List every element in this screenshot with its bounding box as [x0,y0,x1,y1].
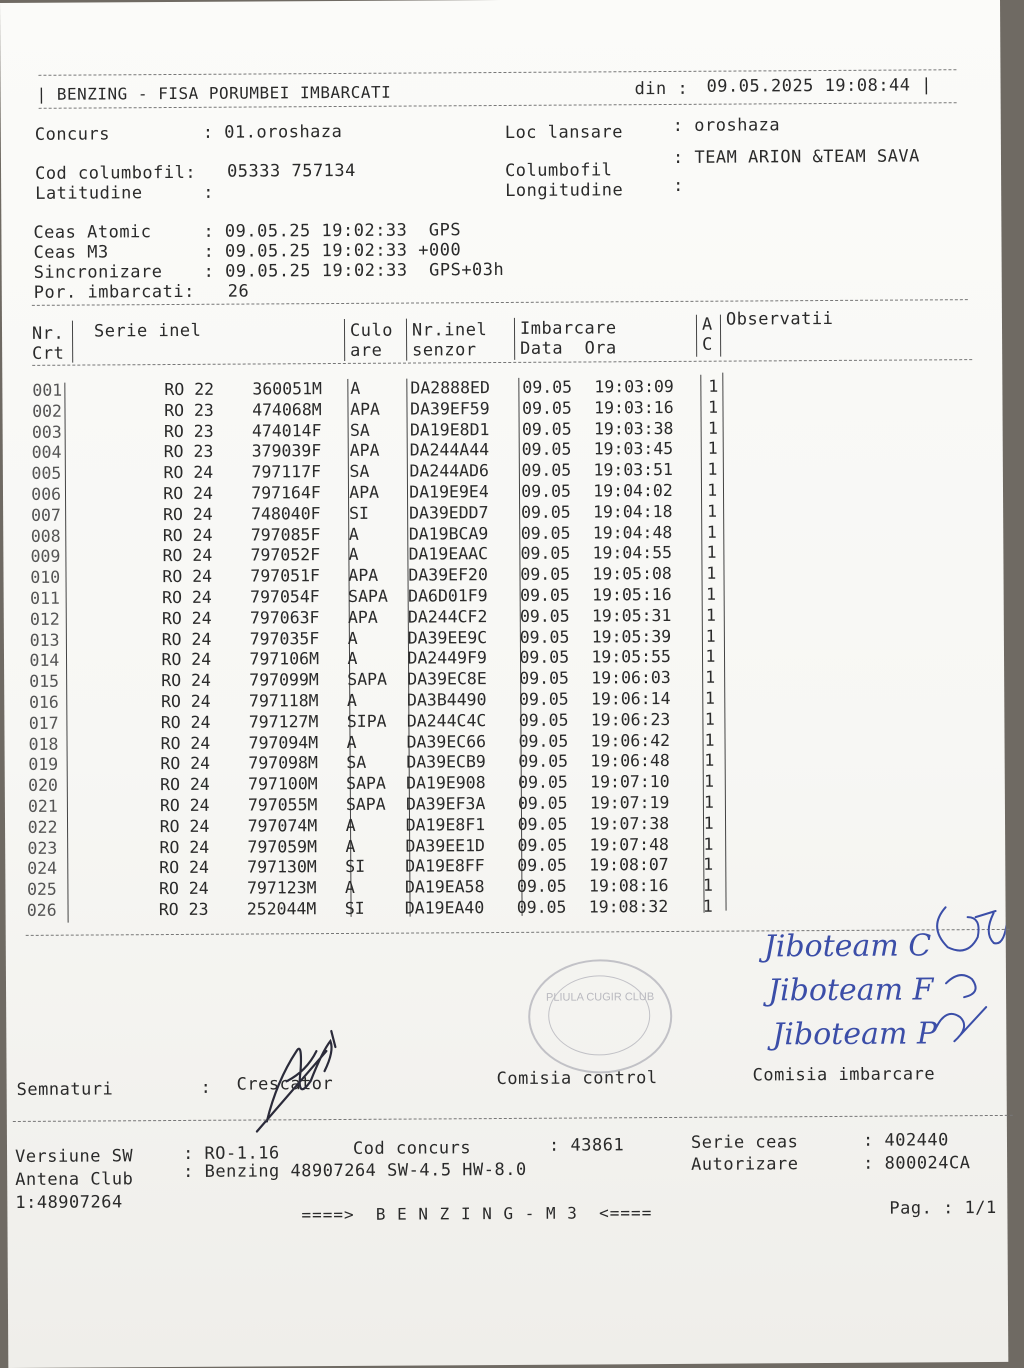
col-nr-header: Nr. [31,323,65,344]
row-number: 012 [29,609,60,629]
header-separator [720,315,721,357]
boarding-date: 09.05 [517,793,568,813]
ring-country-year: RO 24 [159,795,210,816]
sensor-ring: DA19E908 [406,773,486,793]
sensor-ring: DA19E8F1 [405,814,486,835]
cod-concurs-value: : 43861 [548,1135,625,1156]
sensor-ring: DA39EE9C [407,627,488,648]
boarding-time: 19:05:55 [591,647,672,667]
ring-country-year: RO 24 [159,816,210,836]
color-code: SA [349,420,370,440]
row-number: 022 [27,817,58,837]
ring-country-year: RO 24 [160,712,211,732]
ring-number: 797130M [247,857,317,877]
print-timestamp: 09.05.2025 19:08:44 | [706,75,933,97]
color-code: SAPA [348,586,388,606]
boarding-date: 09.05 [519,668,569,689]
ac-flag: 1 [705,667,716,687]
ceas-atomic-label: Ceas Atomic [33,222,152,243]
row-number: 004 [31,443,62,463]
row-number: 003 [31,422,62,442]
sensor-ring: DA19E9E4 [409,482,489,502]
row-number: 001 [32,380,63,400]
ac-flag: 1 [704,709,715,729]
boarding-date: 09.05 [522,398,572,418]
ac-flag: 1 [704,771,715,791]
color-code: SAPA [347,669,388,690]
ac-flag: 1 [703,855,714,875]
color-code: SA [349,461,370,482]
semnaturi-label: Semnaturi [16,1079,114,1100]
boarding-date: 09.05 [518,751,569,772]
table-header-divider [32,359,972,366]
boarding-date: 09.05 [518,731,569,751]
boarding-time: 19:07:48 [589,834,670,855]
header-separator [344,319,345,361]
ac-flag: 1 [702,875,714,895]
row-number: 025 [26,879,57,900]
club-id: 1:48907264 [15,1192,123,1213]
boarding-time: 19:08:32 [588,896,669,917]
boarding-time: 19:06:14 [590,688,671,709]
boarding-time: 19:05:31 [591,605,672,626]
ring-number: 797094M [248,732,319,753]
ac-flag: 1 [703,834,714,854]
benzing-banner: ====> B E N Z I N G - M 3 <==== [301,1203,653,1225]
autorizare-value: : 800024CA [863,1153,971,1174]
ring-number: 797098M [248,753,318,773]
versiune-label: Versiune SW [14,1146,134,1167]
ac-flag: 1 [703,813,714,833]
table-row [27,896,747,921]
color-code: SI [344,898,365,918]
ring-number: 797085F [250,524,321,545]
header-divider [39,102,957,109]
signatures-divider [13,1115,1013,1122]
sig-name-2: Jiboteam F [767,972,934,1009]
longitudine-value: : [673,175,684,196]
ring-number: 797164F [251,483,321,503]
row-number: 016 [28,692,59,712]
ac-flag: 1 [708,376,719,396]
boarding-date: 09.05 [519,647,570,668]
sincronizare-label: Sincronizare [33,262,163,283]
columbofil-label: Columbofil [504,160,613,181]
col-senzor-header: Nr.inel [411,320,488,341]
ac-flag: 1 [707,418,718,438]
ac-flag: 1 [707,480,718,500]
din-label: din : [634,78,689,100]
boarding-date: 09.05 [520,502,571,522]
ring-country-year: RO 24 [163,462,214,483]
color-code: APA [349,482,380,502]
ring-number: 797123M [246,878,317,898]
header-separator [696,315,697,357]
ring-number: 797074M [247,815,318,836]
ring-number: 797035F [249,628,320,649]
ac-flag: 1 [703,792,714,812]
ceas-m3-label: Ceas M3 [33,242,109,263]
color-code: SIPA [346,711,387,731]
page-number: Pag. : 1/1 [889,1197,997,1219]
ring-country-year: RO 24 [162,566,213,587]
sensor-ring: DA244AD6 [409,461,490,481]
boarding-time: 19:07:10 [590,772,670,792]
ring-country-year: RO 24 [162,546,213,566]
handwritten-signatures [745,887,1006,1069]
boarding-date: 09.05 [516,876,567,897]
sensor-ring: DA3B4490 [406,690,487,710]
sensor-ring: DA19BCA9 [408,523,489,544]
color-code: A [345,836,356,856]
col-data-ora-header: Data Ora [520,338,617,359]
ring-number: 797127M [248,711,319,732]
ring-number: 252044M [246,899,317,919]
boarding-date: 09.05 [521,419,572,439]
ring-country-year: RO 24 [163,483,213,504]
boarding-time: 19:05:16 [592,584,672,605]
row-number: 023 [27,838,58,858]
boarding-date: 09.05 [521,439,572,460]
boarding-time: 19:06:03 [591,668,671,688]
sig-name-1: Jiboteam C [763,928,932,965]
ring-country-year: RO 24 [161,608,212,628]
ring-number: 797118M [248,691,319,711]
boarding-date: 09.05 [520,585,570,605]
ring-number: 797052F [250,545,321,565]
columbofil-value: : TEAM ARION &TEAM SAVA [672,146,920,168]
sincronizare-value: : 09.05.25 19:02:33 GPS+03h [203,259,505,282]
sensor-ring: DA2888ED [410,378,490,398]
row-number: 011 [30,588,61,608]
semnaturi-colon: : [200,1077,212,1098]
boarding-time: 19:05:39 [591,626,672,647]
boarding-time: 19:06:23 [590,709,671,730]
ring-country-year: RO 24 [159,837,210,857]
document-title: | BENZING - FISA PORUMBEI IMBARCATI [36,82,392,104]
color-code: A [347,628,358,648]
row-number: 007 [30,505,61,525]
color-code: A [345,815,356,835]
boarding-date: 09.05 [518,772,568,793]
ac-flag: 1 [706,543,717,563]
row-number: 013 [29,630,60,650]
color-code: SI [348,503,369,523]
ring-number: 797063F [249,607,320,628]
boarding-date: 09.05 [522,377,573,397]
col-serie-header: Serie inel [93,320,202,342]
boarding-time: 19:03:51 [593,460,674,480]
row-number: 018 [28,734,59,754]
ring-country-year: RO 24 [161,650,212,670]
ac-flag: 1 [706,584,717,604]
boarding-time: 19:06:42 [590,730,671,751]
row-number: 006 [31,484,62,504]
ring-number: 797054F [250,587,320,607]
ring-country-year: RO 23 [163,442,214,462]
boarding-time: 19:03:16 [594,397,674,418]
sensor-ring: DA39EE1D [405,835,486,856]
row-number: 002 [32,401,63,421]
ring-number: 797051F [250,566,320,586]
crescator-label: Crescator [236,1074,334,1095]
boarding-time: 19:05:08 [592,564,672,584]
ac-flag: 1 [706,563,717,583]
header-separator [406,319,407,361]
boarding-date: 09.05 [518,689,569,709]
ring-country-year: RO 22 [164,379,215,400]
ac-flag: 1 [706,501,718,521]
top-divider [38,69,956,76]
ac-flag: 1 [707,439,718,459]
ring-number: 797106M [249,649,320,669]
header-separator [72,321,73,363]
cod-columbofil-value: 05333 757134 [226,160,356,182]
ring-country-year: RO 24 [162,525,213,545]
color-code: APA [347,607,378,627]
boarding-date: 09.05 [520,543,571,564]
sensor-ring: DA19EA40 [404,898,485,918]
boarding-time: 19:03:38 [593,418,674,439]
ring-country-year: RO 24 [162,587,212,608]
boarding-time: 19:03:09 [594,376,674,397]
col-culoare-header-2: are [350,340,383,361]
concurs-label: Concurs [34,124,111,145]
sig-name-3: Jiboteam P [772,1016,938,1053]
sensor-ring: DA39EDD7 [408,502,489,523]
pigeon-table-body [26,376,755,921]
ring-country-year: RO 23 [158,899,209,920]
boarding-time: 19:07:38 [589,813,670,834]
ring-number: 748040F [250,503,321,524]
header-separator [514,318,515,360]
boarding-date: 09.05 [521,481,571,501]
latitudine-value: : [203,182,214,203]
ac-flag: 1 [705,626,716,646]
row-number: 017 [28,713,59,733]
sensor-ring: DA2449F9 [407,648,488,668]
col-ac-header: A [701,314,713,335]
ac-flag: 1 [704,688,716,708]
comisia-control-label: Comisia control [496,1068,658,1090]
crescator-signature [246,1021,357,1142]
boarding-date: 09.05 [521,460,572,481]
loc-lansare-label: Loc lansare [504,122,623,143]
ac-flag: 1 [705,647,716,667]
boarding-date: 09.05 [517,835,568,855]
ac-flag: 1 [705,605,716,625]
color-code: A [350,378,361,398]
sensor-ring: DA39EF3A [405,794,486,814]
ring-number: 474068M [252,399,322,420]
longitudine-label: Longitudine [505,180,624,201]
boarding-date: 09.05 [519,606,570,626]
ac-flag: 1 [704,730,715,750]
ring-country-year: RO 24 [161,629,212,649]
sensor-ring: DA39EF20 [408,565,488,585]
boarding-time: 19:04:02 [593,480,673,501]
serie-ceas-label: Serie ceas [690,1132,799,1153]
col-observatii-header: Observatii [725,308,834,330]
color-code: SAPA [346,773,386,794]
boarding-time: 19:04:18 [592,501,673,522]
color-code: A [344,878,356,898]
boarding-time: 19:04:55 [592,543,673,563]
ac-flag: 1 [706,522,717,542]
col-ac-header-2: C [702,334,713,355]
cod-concurs-label: Cod concurs [352,1138,472,1159]
ring-country-year: RO 24 [160,733,211,753]
boarding-date: 09.05 [518,710,569,730]
antena-label: Antena Club [15,1169,134,1190]
sensor-ring: DA39EF59 [410,398,490,419]
boarding-date: 09.05 [516,897,567,917]
row-number: 009 [30,547,61,567]
sensor-ring: DA244C4C [406,710,487,731]
autorizare-label: Autorizare [691,1154,799,1175]
ac-flag: 1 [702,896,713,916]
color-code: A [346,732,357,752]
porumbei-imbarcati-label: Por. imbarcati: [33,281,195,303]
ring-number: 797117F [251,462,322,482]
sensor-ring: DA39EC8E [407,669,487,689]
ring-country-year: RO 23 [164,400,214,420]
color-code: SAPA [345,794,386,814]
row-number: 020 [28,775,59,796]
ac-flag: 1 [708,397,719,417]
row-number: 010 [30,567,61,588]
row-number: 005 [31,463,62,484]
ring-number: 797100M [248,774,318,794]
col-culoare-header: Culo [349,320,394,341]
ring-number: 474014F [251,420,322,441]
color-code: SI [345,857,366,877]
color-code: APA [350,399,381,419]
row-number: 024 [27,859,58,879]
versiune-value: : RO-1.16 [182,1143,280,1164]
boarding-time: 19:04:48 [592,522,673,543]
ceas-m3-value: : 09.05.25 19:02:33 +000 [203,240,462,262]
stamp-text: PLIULA CUGIR CLUB [545,991,655,1004]
sensor-ring: DA19E8D1 [409,419,490,440]
boarding-time: 19:08:07 [589,855,669,875]
row-number: 014 [29,651,60,671]
boarding-date: 09.05 [519,627,570,647]
ring-country-year: RO 24 [160,774,210,795]
loc-lansare-value: : oroshaza [672,115,781,136]
col-crt-header: Crt [32,343,65,364]
sensor-ring: DA244A44 [409,440,490,460]
ac-flag: 1 [707,459,718,479]
sensor-ring: DA19EA58 [404,877,485,897]
color-code: A [346,690,358,710]
boarding-date: 09.05 [520,564,571,585]
boarding-time: 19:08:16 [588,876,669,896]
row-number: 026 [26,900,57,920]
color-code: APA [349,441,380,461]
color-code: A [348,524,359,544]
ring-country-year: RO 24 [161,670,211,691]
boarding-date: 09.05 [520,523,571,543]
club-stamp [528,959,673,1074]
concurs-value: : 01.oroshaza [202,121,343,143]
ring-country-year: RO 24 [160,691,211,712]
sensor-ring: DA19E8FF [405,856,485,876]
boarding-date: 09.05 [517,855,567,876]
row-number: 008 [30,526,61,546]
row-number: 015 [29,671,60,692]
col-senzor-header-2: senzor [412,340,477,361]
porumbei-imbarcati-value: 26 [227,281,250,302]
ceas-atomic-value: : 09.05.25 19:02:33 GPS [203,220,462,242]
ring-country-year: RO 24 [158,878,209,899]
cod-columbofil-label: Cod columbofil: [34,162,197,184]
ring-number: 360051M [252,379,322,399]
boarding-time: 19:07:19 [589,792,670,813]
ring-country-year: RO 24 [162,504,213,524]
ring-country-year: RO 24 [159,858,209,878]
comisia-imbarcare-label: Comisia imbarcare [752,1064,936,1086]
row-number: 021 [27,796,58,816]
color-code: A [347,649,358,669]
boarding-time: 19:06:48 [590,751,670,771]
sensor-ring: DA6D01F9 [408,586,488,606]
row-number: 019 [28,755,59,775]
latitudine-label: Latitudine [35,183,143,204]
color-code: APA [348,565,379,586]
sensor-ring: DA19EAAC [408,544,489,564]
ring-number: 797099M [249,670,319,690]
ring-number: 797059M [247,836,318,857]
ring-number: 379039F [251,441,322,461]
antena-value: : Benzing 48907264 SW-4.5 HW-8.0 [183,1159,527,1182]
ring-number: 797055M [247,795,318,815]
boarding-date: 09.05 [517,814,568,834]
sensor-ring: DA39ECB9 [406,752,486,772]
boarding-time: 19:03:45 [593,439,674,459]
ring-country-year: RO 23 [163,421,214,441]
ring-country-year: RO 24 [160,754,211,774]
sensor-ring: DA39EC66 [406,731,487,752]
col-imbarcare-header: Imbarcare [519,318,617,339]
sensor-ring: DA244CF2 [407,606,488,627]
serie-ceas-value: : 402440 [862,1130,949,1151]
ac-flag: 1 [704,751,715,771]
color-code: SA [346,753,367,773]
color-code: A [348,545,359,565]
